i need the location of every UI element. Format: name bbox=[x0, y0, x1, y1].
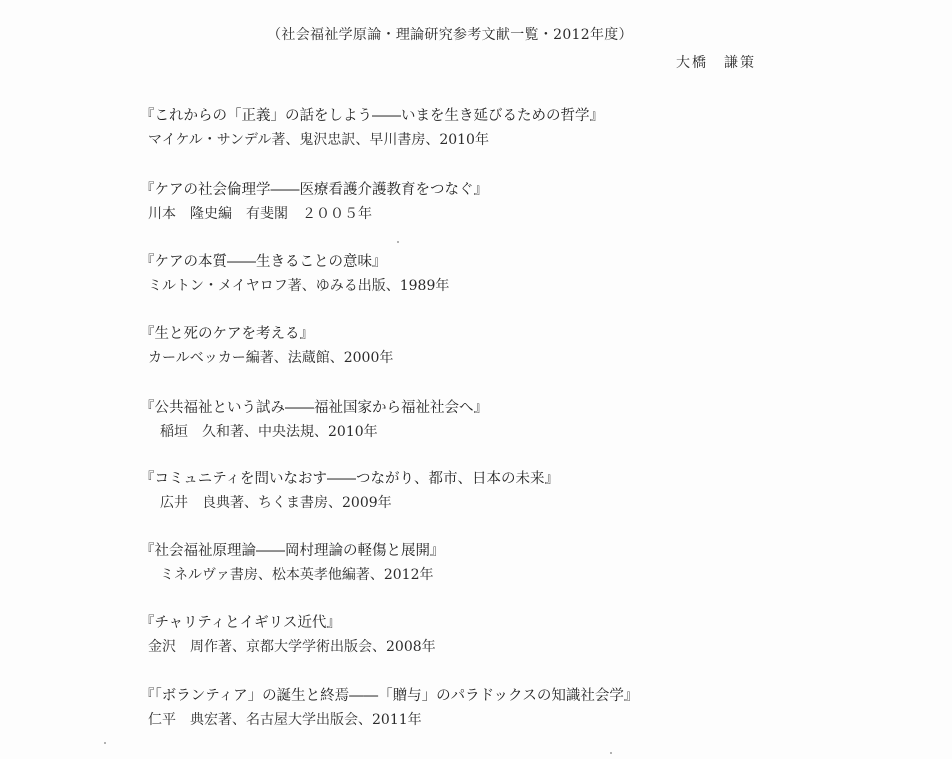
scan-speck bbox=[104, 742, 106, 744]
reference-citation: 広井 良典著、ちくま書房、2009年 bbox=[160, 495, 392, 511]
reference-title: 『社会福祉原理論――岡村理論の軽傷と展開』 bbox=[140, 543, 445, 559]
reference-citation: 金沢 周作著、京都大学学術出版会、2008年 bbox=[148, 639, 436, 655]
reference-title: 『生と死のケアを考える』 bbox=[140, 326, 314, 342]
scan-speck bbox=[610, 752, 612, 754]
scan-speck bbox=[397, 241, 399, 243]
reference-title: 『「ボランティア」の誕生と終焉――「贈与」のパラドックスの知識社会学』 bbox=[140, 688, 639, 704]
reference-citation: マイケル・サンデル著、鬼沢忠訳、早川書房、2010年 bbox=[148, 132, 489, 148]
reference-citation: 仁平 典宏著、名古屋大学出版会、2011年 bbox=[148, 712, 422, 728]
document-author: 大橋 謙策 bbox=[676, 55, 756, 71]
reference-citation: ミルトン・メイヤロフ著、ゆみる出版、1989年 bbox=[148, 278, 450, 294]
reference-citation: カールベッカー編著、法蔵館、2000年 bbox=[148, 350, 394, 366]
document-title: （社会福祉学原論・理論研究参考文献一覧・2012年度） bbox=[267, 27, 633, 43]
reference-title: 『チャリティとイギリス近代』 bbox=[140, 615, 341, 631]
reference-title: 『公共福祉という試み――福祉国家から福祉社会へ』 bbox=[140, 400, 488, 416]
reference-citation: ミネルヴァ書房、松本英孝他編著、2012年 bbox=[160, 567, 434, 583]
reference-citation: 稲垣 久和著、中央法規、2010年 bbox=[160, 424, 378, 440]
reference-title: 『これからの「正義」の話をしよう――いまを生き延びるための哲学』 bbox=[140, 108, 604, 124]
reference-title: 『ケアの社会倫理学――医療看護介護教育をつなぐ』 bbox=[140, 182, 488, 198]
reference-title: 『コミュニティを問いなおす――つながり、都市、日本の未来』 bbox=[140, 471, 560, 487]
reference-citation: 川本 隆史編 有斐閣 ２００５年 bbox=[148, 206, 372, 222]
reference-title: 『ケアの本質――生きることの意味』 bbox=[140, 254, 387, 270]
